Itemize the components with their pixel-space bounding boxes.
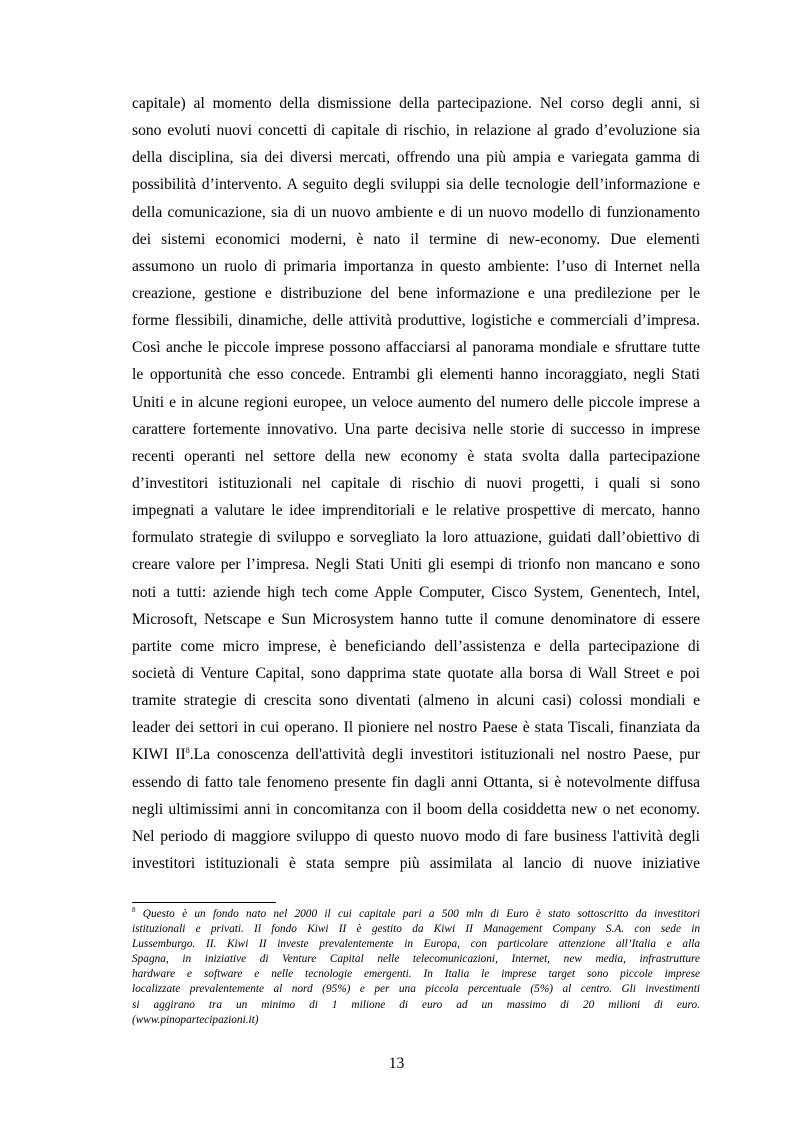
footnote-line: Spagna, in iniziative di Venture Capital nelle telecomunicazioni, Internet, new media, infrastrutture: [132, 953, 700, 966]
footnote-marker: 8: [132, 906, 136, 915]
body-line: essendo di fatto tale fenomeno presente fin dagli anni Ottanta, si è notevolmente diffusa: [132, 773, 700, 791]
body-line: recenti operanti nel settore della new economy è stata svolta dalla partecipazione: [132, 447, 700, 465]
body-line: Nel periodo di maggiore sviluppo di questo nuovo modo di fare business l'attività degli: [132, 827, 700, 845]
body-line: dei sistemi economici moderni, è nato il termine di new-economy. Due elementi: [132, 230, 700, 248]
footnote-line: si aggirano tra un minimo di 1 milione di euro ad un massimo di 20 milioni di euro.: [132, 998, 700, 1011]
footnote-line: hardware e software e nelle tecnologie emergenti. In Italia le imprese target sono piccole imprese: [132, 968, 700, 981]
body-line: noti a tutti: aziende high tech come Apple Computer, Cisco System, Genentech, Intel,: [132, 583, 700, 601]
body-line: sono evoluti nuovi concetti di capitale di rischio, in relazione al grado d’evoluzione sia: [132, 122, 700, 140]
body-line: carattere fortemente innovativo. Una parte decisiva nelle storie di successo in imprese: [132, 420, 700, 438]
body-line: Uniti e in alcune regioni europee, un veloce aumento del numero delle piccole imprese a: [132, 393, 700, 411]
body-line: forme flessibili, dinamiche, delle attività produttive, logistiche e commerciali d’impresa.: [132, 312, 700, 330]
body-line: creare valore per l’impresa. Negli Stati Uniti gli esempi di trionfo non mancano e sono: [132, 556, 700, 574]
body-line: Microsoft, Netscape e Sun Microsystem hanno tutte il comune denominatore di essere: [132, 610, 700, 628]
body-line: assumono un ruolo di primaria importanza in questo ambiente: l’uso di Internet nella: [132, 257, 700, 275]
footnote-link[interactable]: (www.pinopartecipazioni.it): [132, 1013, 259, 1026]
body-line: d’investitori istituzionali nel capitale di rischio di nuovi progetti, i quali si sono: [132, 474, 700, 492]
body-line: negli ultimissimi anni in concomitanza con il boom della cosiddetta new o net economy.: [132, 800, 700, 818]
body-line: investitori istituzionali è stata sempre più assimilata al lancio di nuove iniziative: [132, 854, 700, 872]
body-line: le opportunità che esso concede. Entrambi gli elementi hanno incoraggiato, negli Stati: [132, 366, 700, 384]
body-line: capitale) al momento della dismissione della partecipazione. Nel corso degli anni, si: [132, 95, 700, 112]
footnote-line: Lussemburgo. II. Kiwi II investe prevalentemente in Europa, con particolare attenzione all’Italia e alla: [132, 938, 700, 951]
body-text: [132, 90, 700, 877]
body-line: tramite strategie di crescita sono diventati (almeno in alcuni casi) colossi mondiali e: [132, 692, 700, 710]
body-line: impegnati a valutare le idee imprenditoriali e le relative prospettive di mercato, hanno: [132, 502, 700, 520]
kiwi-text-rest: .La conoscenza dell'attività degli investitori istituzionali nel nostro Paese, pur: [189, 746, 700, 764]
footnote-line: localizzate prevalentemente al nord (95%) e per una piccola percentuale (5%) al centro. Gli investimenti: [132, 983, 700, 996]
kiwi-text: KIWI II: [132, 746, 186, 764]
body-line: leader dei settori in cui operano. Il pioniere nel nostro Paese è stata Tiscali, finanziata da: [132, 719, 700, 737]
body-line-kiwi: [132, 741, 700, 768]
footnote-separator: [132, 902, 276, 903]
body-line: creazione, gestione e distribuzione del bene informazione e una predilezione per le: [132, 284, 700, 302]
body-line: della disciplina, sia dei diversi mercati, offrendo una più ampia e variegata gamma di: [132, 149, 700, 167]
body-line: società di Venture Capital, sono dapprima state quotate alla borsa di Wall Street e poi: [132, 664, 700, 682]
body-line: della comunicazione, sia di un nuovo ambiente e di un nuovo modello di funzionamento: [132, 203, 700, 221]
body-line: formulato strategie di sviluppo e sorvegliato la loro attuazione, guidati dall’obiettivo di: [132, 529, 700, 547]
body-line: partite come micro imprese, è beneficiando dell’assistenza e della partecipazione di: [132, 637, 700, 655]
footnote-line: [132, 907, 700, 922]
footnote-line: istituzionali e privati. Il fondo Kiwi II è gestito da Kiwi II Management Company S.A. con sede in: [132, 923, 700, 936]
page-number: 13: [388, 1055, 405, 1072]
footnote: [132, 907, 700, 1028]
body-line: Così anche le piccole imprese possono affacciarsi al panorama mondiale e sfruttare tutte: [132, 339, 700, 357]
footnote-text: Questo è un fondo nato nel 2000 il cui capitale pari a 500 mln di Euro è stato sottoscritto da investitori: [135, 908, 700, 920]
body-line: possibilità d’intervento. A seguito degli sviluppi sia delle tecnologie dell’informazione e: [132, 176, 700, 194]
footnote-reference[interactable]: 8: [185, 746, 190, 756]
